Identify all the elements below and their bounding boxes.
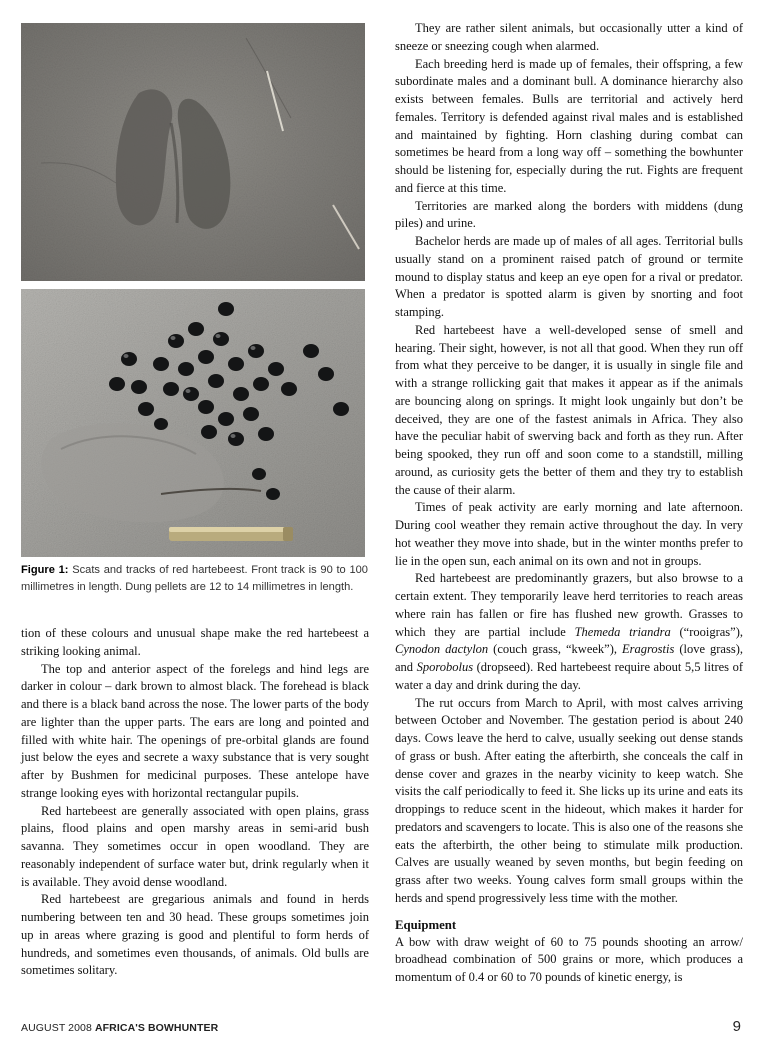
page-footer [21, 1020, 741, 1036]
paragraph-text: (“rooigras”), [670, 624, 743, 639]
species-name: Eragrostis [622, 642, 675, 657]
species-name: Sporobolus [416, 660, 474, 674]
figure-label: Figure 1: [21, 564, 69, 576]
paragraph-text: (love grass), and [395, 642, 743, 674]
paragraph: A bow with draw weight of 60 to 75 pounds shooting an arrow/ broadhead combination of 500 grains or more, which produces a momentum of 0.4 or 60 to 70 pounds of kinetic energy, is [395, 934, 743, 984]
paragraph: The rut occurs from March to April, with most calves arriving between October and November. The gestation period is about 240 days. Cows leave the herd to calve, usually seeking out dense stands of grass or bush. After eating the afterbirth, she conceals the calf in dense cover and grazes in the nearby vicinity to keep watch. She visits the calf periodically to feed it. She licks up its urine and eats its droppings to reduce scent in the hideout, which makes it harder for predators and scavengers to locate. This is also one of the reasons she eats the afterbirth, the other being to stimulate milk production. Calves are usually weaned by seven months, but begin feeding on grass after two weeks. Young calves form small groups within the herds and spend progressively less time with the mother. [395, 695, 743, 905]
paragraph-text: (dropseed). Red hartebeest require about 5,5 litres of water a day and drink during the day. [395, 660, 743, 692]
figure-caption-text: Scats and tracks of red hartebeest. Front track is 90 to 100 millimetres in length. Dung pellets are 12 to 14 millimetres in length. [21, 564, 368, 593]
right-column [395, 20, 743, 987]
paragraph: Times of peak activity are early morning and late afternoon. During cool weather they remain active throughout the day. In very hot weather they move into shade, but in the winter months prefer to lie in the open sun, each animal on its own and not in groups. [395, 500, 743, 568]
track-photo [21, 23, 365, 281]
species-name: Cynodon dactylon [395, 642, 489, 657]
page-number: 9 [732, 1018, 741, 1035]
grazing-paragraph [395, 570, 743, 694]
paragraph: Bachelor herds are made up of males of all ages. Territorial bulls usually stand on a prominent raised patch of ground or termite mound to display status and keep an eye open for a rival or predator. When a predator is spotted alarm is given by snorting and foot stamping. [395, 234, 743, 319]
figure-caption [21, 562, 368, 596]
paragraph: Each breeding herd is made up of females, their offspring, a few subordinate males and a dominant bull. A dominance hierarchy also exists between females. Bulls are territorial and actively herd females. Territory is defended against rival males and is established and maintained by fighting. Horn clashing during combat can sometimes be heard from a long way off – something the bowhunter should be listening for, especially during the rut. Fights are frequent and fierce at this time. [395, 56, 743, 195]
issue-date: AUGUST 2008 [21, 1022, 92, 1034]
track-photo-image [21, 23, 365, 281]
paragraph: Red hartebeest are gregarious animals and found in herds numbering between ten and 30 head. These groups sometimes join up in areas where grazing is good and plentiful to form herds of hundreds, and sometimes even thousands, of animals. Old bulls are sometimes solitary. [21, 892, 369, 978]
magazine-title: AFRICA'S BOWHUNTER [94, 1022, 219, 1034]
paragraph: Red hartebeest have a well-developed sense of smell and hearing. Their sight, however, is not all that good. When they run off from what they perceive to be danger, it is usually in single file and with a strange rollicking gait that makes it appear as if the animals are bouncing along on springs. It might look ungainly but don’t be deceived, they are one of the fastest animals in Africa. They also have the peculiar habit of swerving back and forth as they run. After being spooked, they run off and soon come to a standstill, milling around, as curiosity gets the better of them and they try to establish the cause of their alarm. [395, 322, 743, 497]
species-name: Themeda triandra [574, 624, 671, 639]
magazine-issue [21, 1022, 218, 1034]
paragraph: They are rather silent animals, but occasionally utter a kind of sneeze or sneezing cough when alarmed. [395, 21, 743, 53]
paragraph-text: (couch grass, “kweek”), [488, 642, 623, 657]
dung-photo-image [21, 289, 365, 557]
paragraph: The top and anterior aspect of the forelegs and hind legs are darker in colour – dark brown to almost black. The forehead is black and there is a black band across the nose. The lower parts of the body are lighter than the upper parts. The ears are long and pointed and filled with white hair. The openings of pre-orbital glands are found just below the eyes and secrete a waxy substance that is very sought after by Bushmen for medicinal purposes. These antelope have strange looking eyes with horizontal rectangular pupils. [21, 661, 369, 800]
paragraph: tion of these colours and unusual shape make the red hartebeest a striking looking animal. [21, 626, 369, 658]
left-column [21, 625, 369, 980]
paragraph: Red hartebeest are generally associated with open plains, grass plains, flood plains and open marshy areas in semi-arid bush savanna. They sometimes occur in open woodland. They are reasonably independent of surface water but, drink regularly when it is available. They avoid dense woodland. [21, 803, 369, 889]
paragraph: Territories are marked along the borders with middens (dung piles) and urine. [395, 198, 743, 231]
section-heading: Equipment [395, 917, 457, 932]
paragraph-text: Red hartebeest are predominantly grazers, but also browse to a certain extent. They temporarily leave herd territories to reach areas where rain has fallen or fire has flushed new growth. Grasses to which they are partial include [395, 571, 743, 639]
dung-photo [21, 289, 365, 557]
